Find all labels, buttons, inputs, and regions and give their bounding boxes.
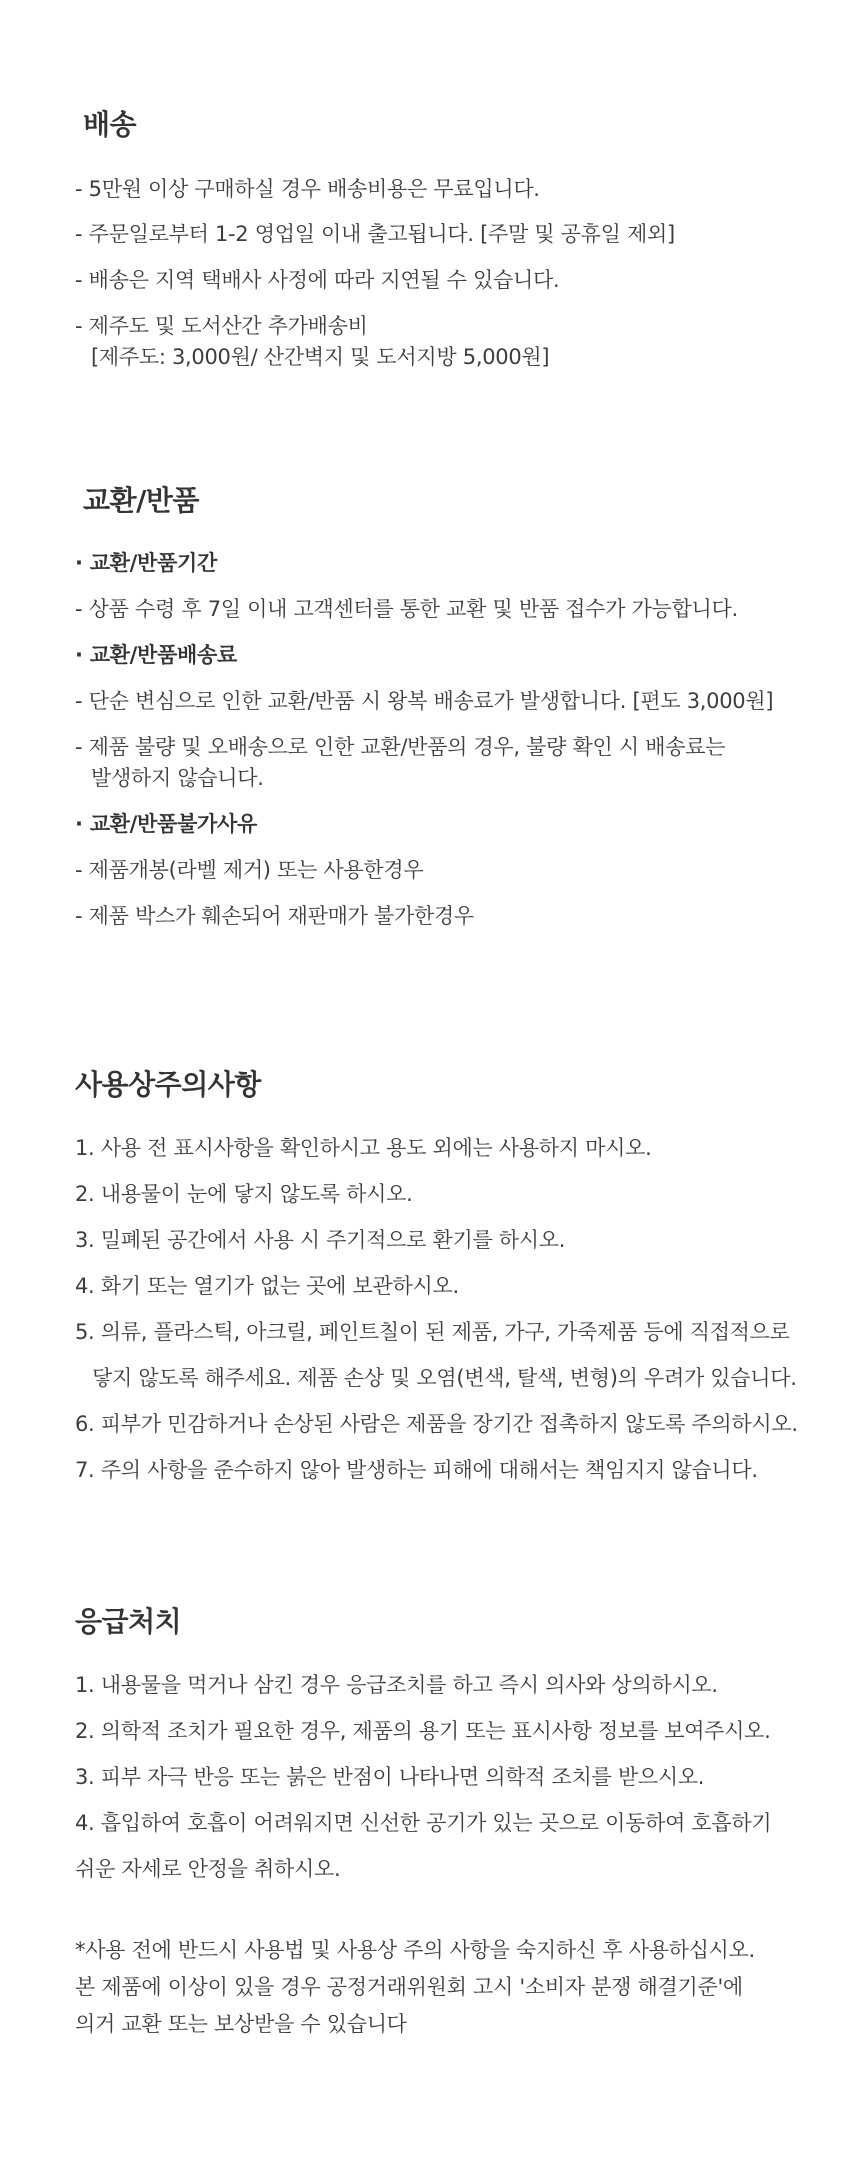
firstaid-item-2: 2. 의학적 조치가 필요한 경우, 제품의 용기 또는 표시사항 정보를 보여주시오.: [75, 1719, 771, 1743]
exchange-fee-text-1: - 단순 변심으로 인한 교환/반품 시 왕복 배송료가 발생합니다. [편도 3,000원]: [75, 689, 774, 713]
exchange-title: 교환/반품: [83, 484, 199, 517]
exchange-fee-heading: · 교환/반품배송료: [75, 643, 237, 667]
exchange-refuse-text-2: - 제품 박스가 훼손되어 재판매가 불가한경우: [75, 904, 474, 928]
caution-item-2: 2. 내용물이 눈에 닿지 않도록 하시오.: [75, 1182, 413, 1206]
notice-line-1: *사용 전에 반드시 사용법 및 사용상 주의 사항을 숙지하신 후 사용하십시오.: [75, 1938, 755, 1962]
shipping-item-delay: - 배송은 지역 택배사 사정에 따라 지연될 수 있습니다.: [75, 268, 560, 292]
caution-item-1: 1. 사용 전 표시사항을 확인하시고 용도 외에는 사용하지 마시오.: [75, 1136, 652, 1160]
shipping-item-extra-fee: - 제주도 및 도서산간 추가배송비: [75, 314, 368, 338]
firstaid-item-1: 1. 내용물을 먹거나 삼킨 경우 응급조치를 하고 즉시 의사와 상의하시오.: [75, 1673, 718, 1697]
exchange-refuse-text-1: - 제품개봉(라벨 제거) 또는 사용한경우: [75, 858, 424, 882]
firstaid-item-3: 3. 피부 자극 반응 또는 붉은 반점이 나타나면 의학적 조치를 받으시오.: [75, 1765, 705, 1789]
caution-item-7: 7. 주의 사항을 준수하지 않아 발생하는 피해에 대해서는 책임지지 않습니다.: [75, 1458, 758, 1482]
caution-item-5: 5. 의류, 플라스틱, 아크릴, 페인트칠이 된 제품, 가구, 가죽제품 등에 직접적으로: [75, 1320, 790, 1344]
firstaid-title: 응급처치: [75, 1605, 182, 1638]
caution-item-4: 4. 화기 또는 열기가 없는 곳에 보관하시오.: [75, 1274, 459, 1298]
exchange-fee-text-2-cont: 발생하지 않습니다.: [91, 766, 264, 790]
exchange-period-heading: · 교환/반품기간: [75, 551, 217, 575]
exchange-refuse-heading: · 교환/반품불가사유: [75, 812, 257, 836]
notice-line-2: 본 제품에 이상이 있을 경우 공정거래위원회 고시 '소비자 분쟁 해결기준'에: [75, 1975, 743, 1999]
exchange-fee-text-2: - 제품 불량 및 오배송으로 인한 교환/반품의 경우, 불량 확인 시 배송료는: [75, 735, 726, 759]
shipping-item-free: - 5만원 이상 구매하실 경우 배송비용은 무료입니다.: [75, 177, 540, 201]
caution-item-6: 6. 피부가 민감하거나 손상된 사람은 제품을 장기간 접촉하지 않도록 주의하시오.: [75, 1412, 798, 1436]
caution-item-5-cont: 닿지 않도록 해주세요. 제품 손상 및 오염(변색, 탈색, 변형)의 우려가 있습니다.: [92, 1366, 797, 1390]
firstaid-item-4-cont: 쉬운 자세로 안정을 취하시오.: [75, 1857, 341, 1881]
shipping-item-extra-fee-detail: [제주도: 3,000원/ 산간벽지 및 도서지방 5,000원]: [91, 345, 550, 369]
shipping-title: 배송: [83, 108, 137, 141]
exchange-period-text: - 상품 수령 후 7일 이내 고객센터를 통한 교환 및 반품 접수가 가능합니다.: [75, 597, 738, 621]
firstaid-item-4: 4. 흡입하여 호흡이 어려워지면 신선한 공기가 있는 곳으로 이동하여 호흡하기: [75, 1811, 772, 1835]
caution-title: 사용상주의사항: [75, 1068, 261, 1101]
notice-line-3: 의거 교환 또는 보상받을 수 있습니다: [75, 2012, 407, 2036]
caution-item-3: 3. 밀폐된 공간에서 사용 시 주기적으로 환기를 하시오.: [75, 1228, 566, 1252]
shipping-item-dispatch: - 주문일로부터 1-2 영업일 이내 출고됩니다. [주말 및 공휴일 제외]: [75, 222, 675, 246]
